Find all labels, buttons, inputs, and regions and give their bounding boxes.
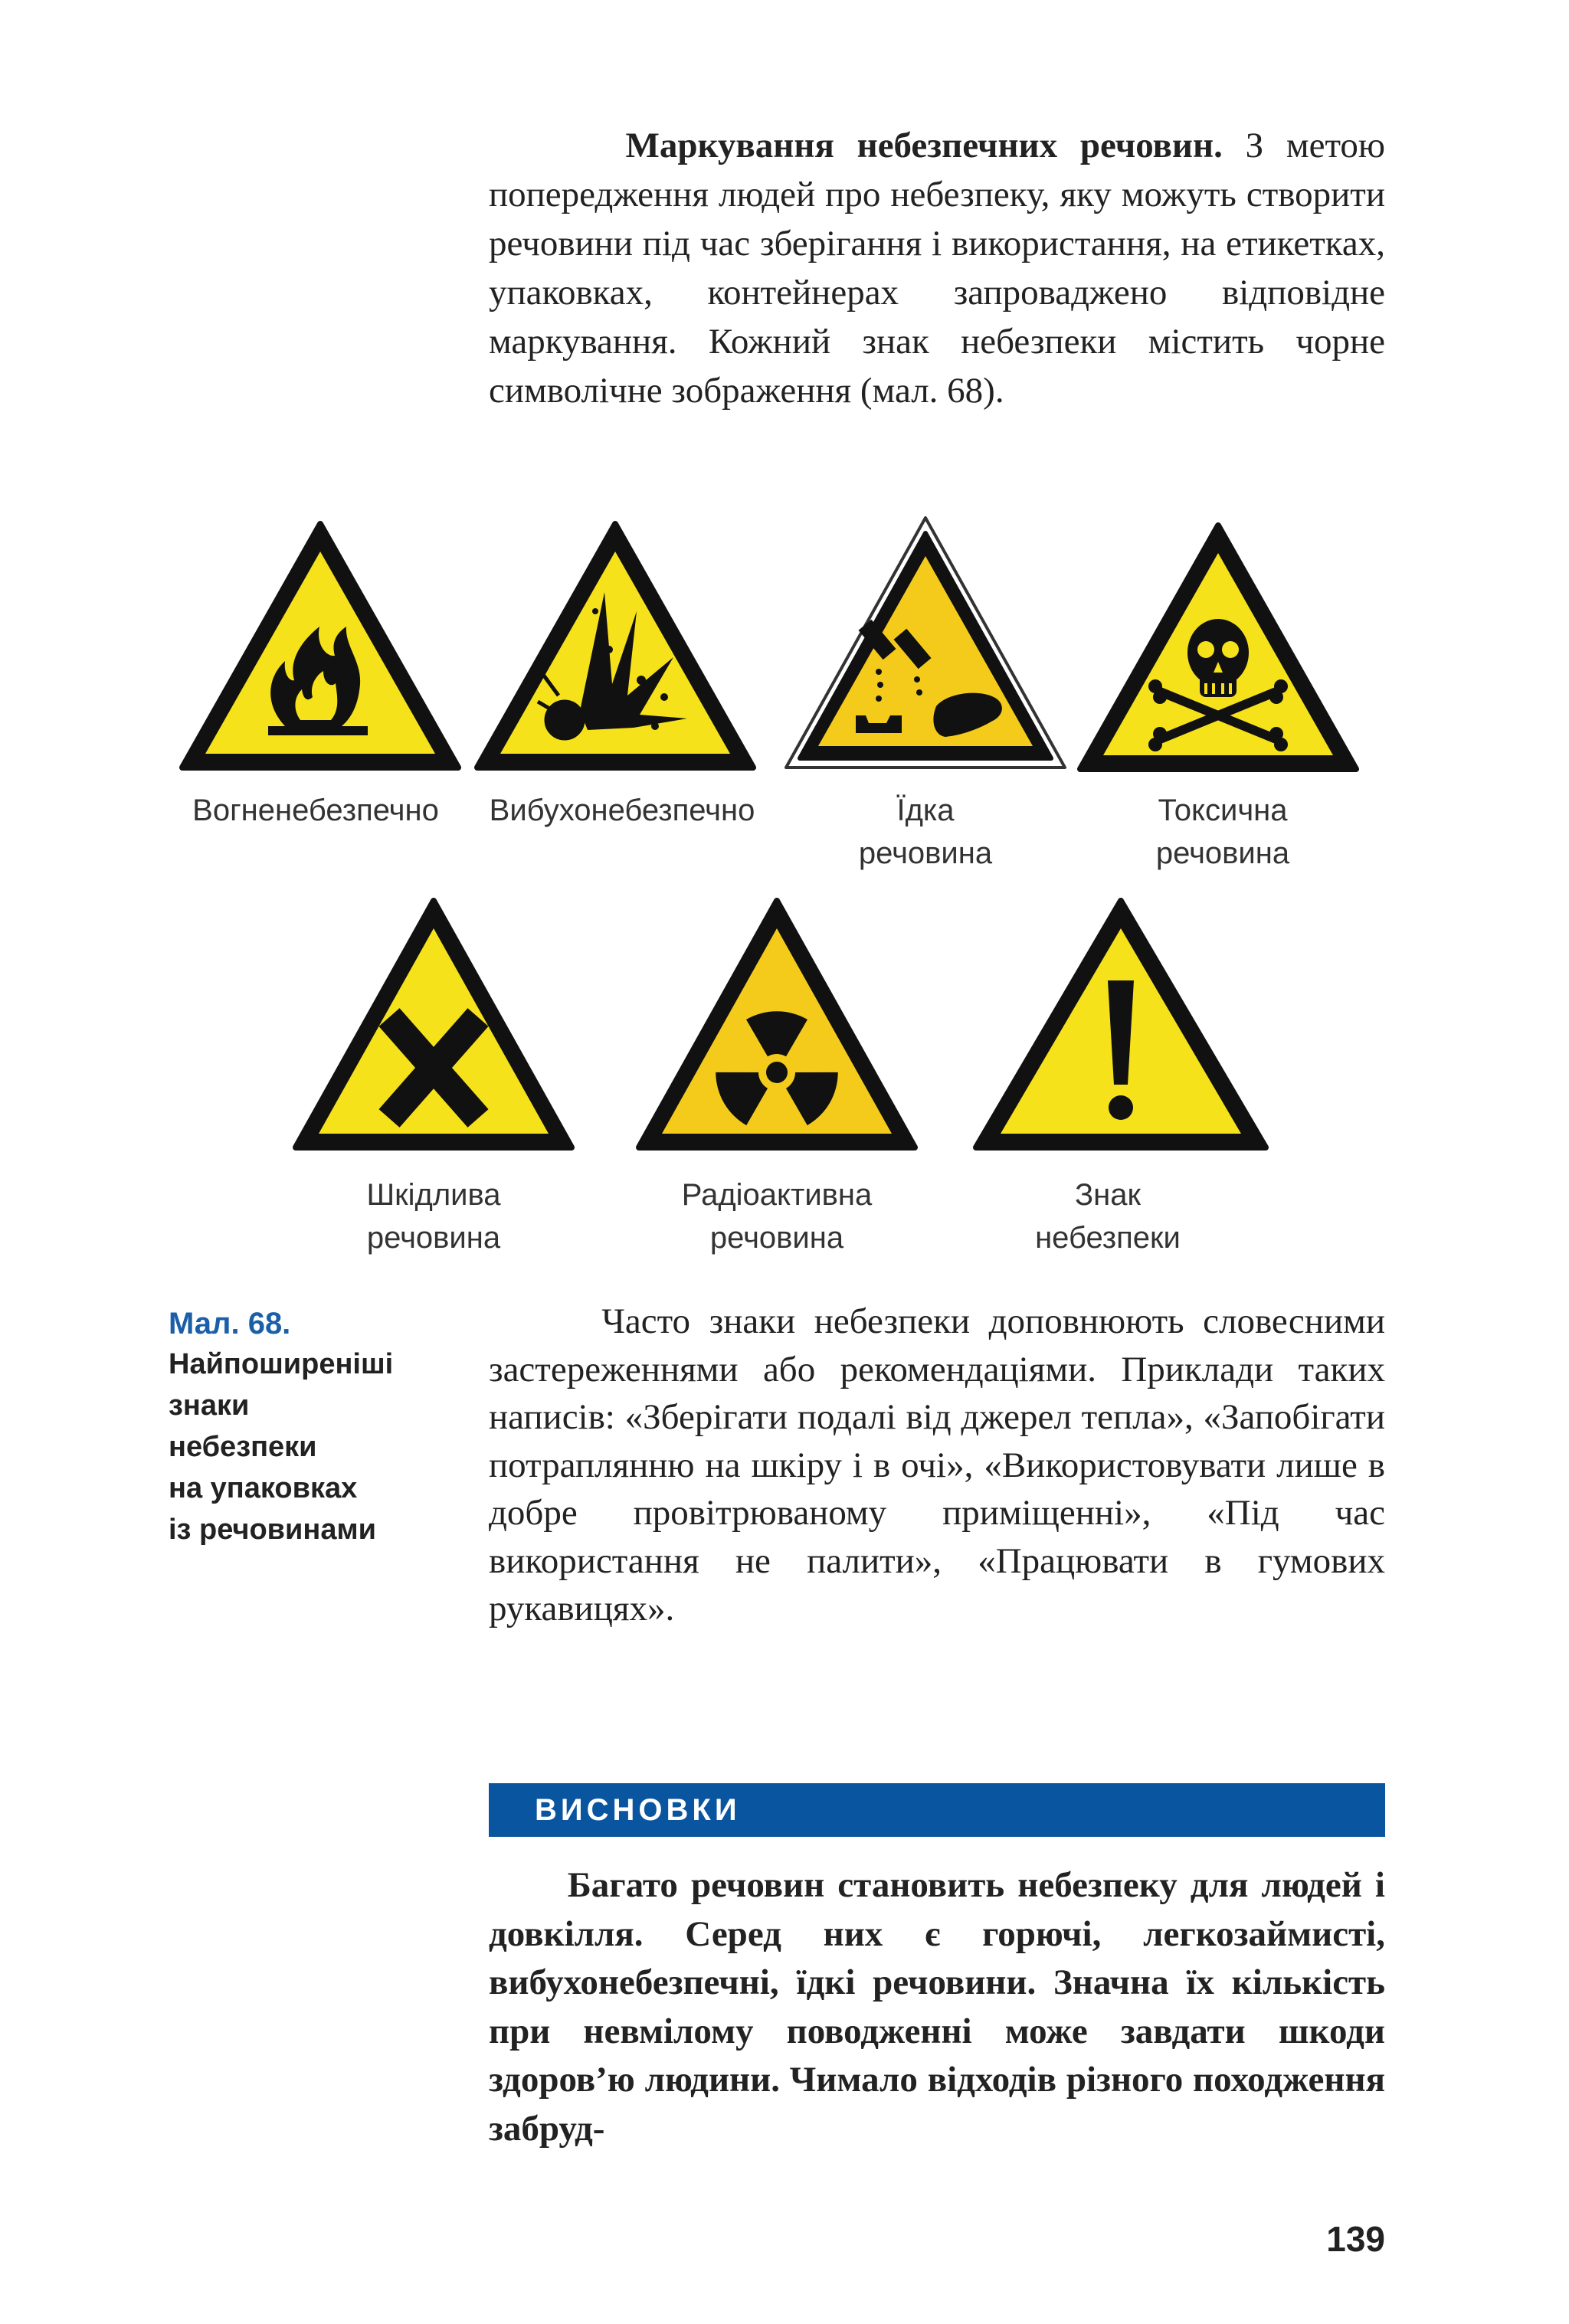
toxic-sign	[1076, 521, 1361, 774]
conclusions-text: Багато речовин становить небезпеку для людей і довкілля. Серед них є горючі, легкозаймисті, вибухонебезпечні, їдкі речовини. Значна їх кількість при невмілому поводженні може завдати шкоди здоров’ю людини. Чимало відходів різного походження забруд-	[489, 1865, 1385, 2149]
explosive-sign	[473, 519, 758, 772]
figure-caption-line: знаки	[169, 1389, 250, 1422]
conclusions-header	[489, 1783, 1385, 1837]
caption-warning: Знак небезпеки	[1035, 1178, 1181, 1255]
figure-number: Мал. 68.	[169, 1307, 291, 1340]
conclusions-title: ВИСНОВКИ	[535, 1793, 741, 1827]
caption-radioactive: Радіоактивна речовина	[681, 1178, 873, 1255]
radioactive-sign	[634, 896, 919, 1154]
intro-heading: Маркування небезпечних речовин.	[625, 126, 1223, 165]
figure-caption-line: небезпеки	[169, 1431, 317, 1463]
page-number: 139	[1326, 2219, 1385, 2259]
intro-text: З метою попередження людей про небезпеку, яку можуть створити речовини під час зберігання і використання, на етикетках, упаковках, контейнерах запроваджено відповідне маркування. Кожний знак небезпеки містить чорне символічне зображення (мал. 68).	[489, 126, 1385, 411]
figure-caption-line: із речовинами	[169, 1514, 376, 1546]
warnings-text: Часто знаки небезпеки доповнюють словесними застереженнями або рекомендаціями. Приклади таких написів: «Зберігати подалі від джерел тепла», «Запобігати потраплянню на шкіру і в очі», «Використовувати лише в добре провітрюваному приміщенні», «Під час використання не палити», «Працювати в гумових рукавицях».	[489, 1301, 1385, 1628]
conclusions-paragraph	[489, 1861, 1385, 2153]
figure-caption-line: Найпоширеніші	[169, 1348, 394, 1380]
caption-flammable: Вогненебезпечно	[192, 794, 439, 827]
harmful-sign	[291, 896, 576, 1154]
caption-explosive: Вибухонебезпечно	[489, 794, 755, 827]
corrosive-sign	[783, 515, 1068, 772]
caption-toxic: Токсична речовина	[1155, 794, 1290, 870]
intro-paragraph	[489, 121, 1385, 415]
flammable-sign	[178, 519, 463, 772]
figure-caption-line: на упаковках	[169, 1472, 358, 1504]
caption-corrosive: Їдка речовина	[858, 794, 993, 870]
warnings-paragraph	[489, 1298, 1385, 1633]
caption-harmful: Шкідлива речовина	[366, 1178, 501, 1255]
figure-caption	[169, 1304, 444, 1550]
warning-sign	[971, 896, 1270, 1154]
